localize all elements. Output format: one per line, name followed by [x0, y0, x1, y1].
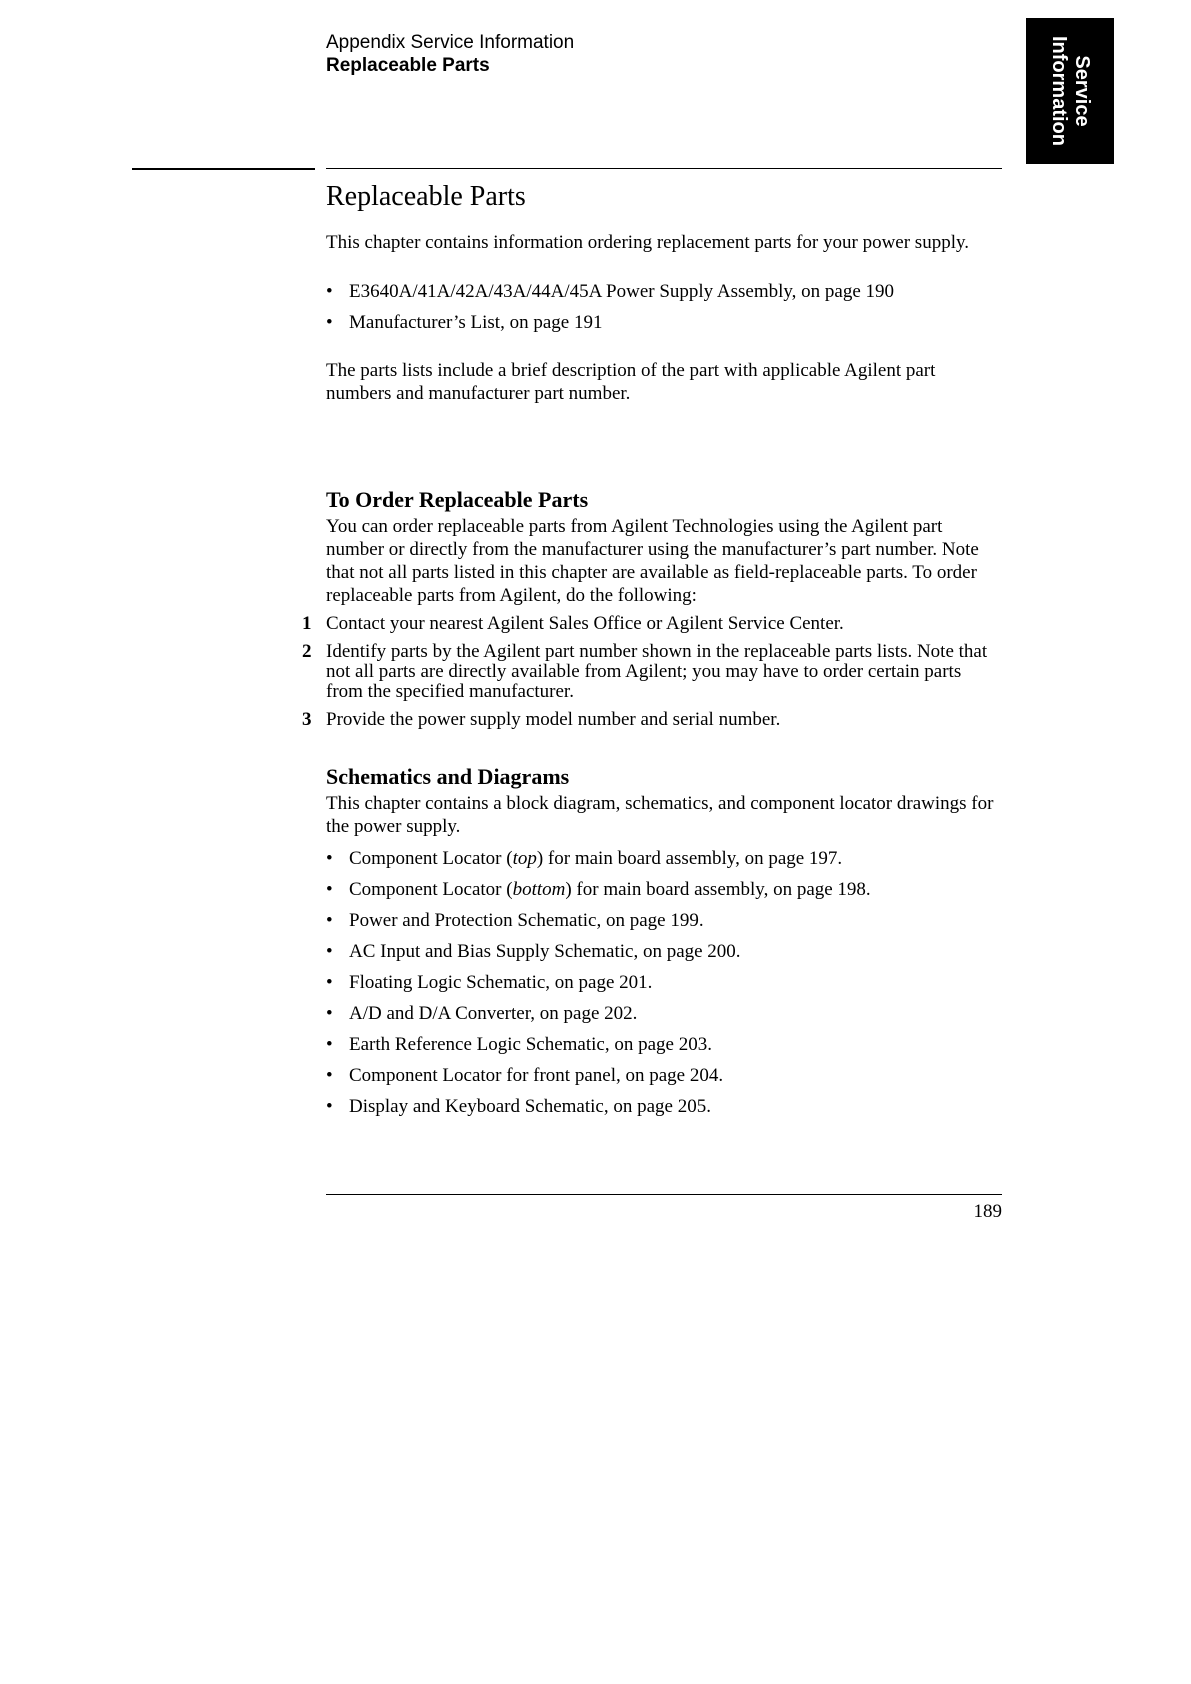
footer-rule: [326, 1194, 1002, 1195]
header-rule-main: [326, 168, 1002, 169]
parts-list-note: The parts lists include a brief description of the part with applicable Agilent part numbers and manufacturer part number.: [326, 360, 936, 404]
list-item: • A/D and D/A Converter, on page 202.: [326, 1003, 638, 1024]
list-item: 3 Provide the power supply model number and serial number.: [302, 709, 781, 730]
bullet-icon: •: [326, 972, 333, 993]
side-tab-line-1: Service: [1071, 55, 1093, 127]
list-item: 2 Identify parts by the Agilent part number shown in the replaceable parts lists. Note that not all parts are directly available from Agilent; you may have to order certain parts from the specified manufacturer.: [302, 641, 988, 702]
schematics-paragraph: This chapter contains a block diagram, schematics, and component locator drawings for the power supply.: [326, 793, 994, 837]
section-side-tab: [1026, 18, 1114, 164]
schematics-bullet-list: [326, 847, 1002, 1118]
list-item: • Display and Keyboard Schematic, on page 205.: [326, 1096, 711, 1117]
order-steps-list: [302, 613, 1002, 730]
bullet-icon: •: [326, 312, 333, 333]
running-head-title: Replaceable Parts: [326, 55, 490, 76]
bullet-icon: •: [326, 1003, 333, 1024]
running-head-section: Appendix Service Information: [326, 32, 575, 53]
page-title: Replaceable Parts: [326, 181, 526, 212]
order-paragraph: You can order replaceable parts from Agilent Technologies using the Agilent part number or directly from the manufacturer using the manufacturer’s part number. Note that not all parts listed in this chapter are available as field-replaceable parts. To order replaceable parts from Agilent, do the following:: [326, 516, 979, 606]
bullet-icon: •: [326, 910, 333, 931]
intro-paragraph: This chapter contains information ordering replacement parts for your power supply.: [326, 232, 969, 253]
list-item: • Power and Protection Schematic, on page 199.: [326, 910, 704, 931]
list-item: • Floating Logic Schematic, on page 201.: [326, 972, 653, 993]
list-item: • E3640A/41A/42A/43A/44A/45A Power Supply Assembly, on page 190: [326, 281, 895, 302]
schematics-heading: Schematics and Diagrams: [326, 764, 570, 789]
main-section: [326, 180, 1002, 405]
header-rule-left: [132, 168, 315, 170]
bullet-icon: •: [326, 1096, 333, 1117]
page-number: 189: [973, 1201, 1002, 1222]
step-number: 2: [302, 641, 312, 662]
bullet-icon: •: [326, 941, 333, 962]
running-head: [326, 31, 574, 77]
list-item: • Component Locator (top) for main board assembly, on page 197.: [326, 848, 843, 869]
list-item: • Component Locator for front panel, on page 204.: [326, 1065, 724, 1086]
step-number: 3: [302, 709, 312, 730]
bullet-icon: •: [326, 1065, 333, 1086]
bullet-icon: •: [326, 848, 333, 869]
schematics-section: [326, 764, 1002, 1126]
order-section: [302, 487, 1002, 738]
list-item: • Component Locator (bottom) for main board assembly, on page 198.: [326, 879, 871, 900]
step-number: 1: [302, 613, 312, 634]
list-item: 1 Contact your nearest Agilent Sales Office or Agilent Service Center.: [302, 613, 844, 634]
list-item: • AC Input and Bias Supply Schematic, on page 200.: [326, 941, 741, 962]
list-item: • Manufacturer’s List, on page 191: [326, 312, 603, 333]
bullet-icon: •: [326, 281, 333, 302]
side-tab-line-2: Information: [1048, 36, 1070, 146]
list-item: • Earth Reference Logic Schematic, on page 203.: [326, 1034, 712, 1055]
order-heading: To Order Replaceable Parts: [326, 487, 589, 512]
intro-bullet-list: [326, 280, 1002, 334]
bullet-icon: •: [326, 879, 333, 900]
bullet-icon: •: [326, 1034, 333, 1055]
